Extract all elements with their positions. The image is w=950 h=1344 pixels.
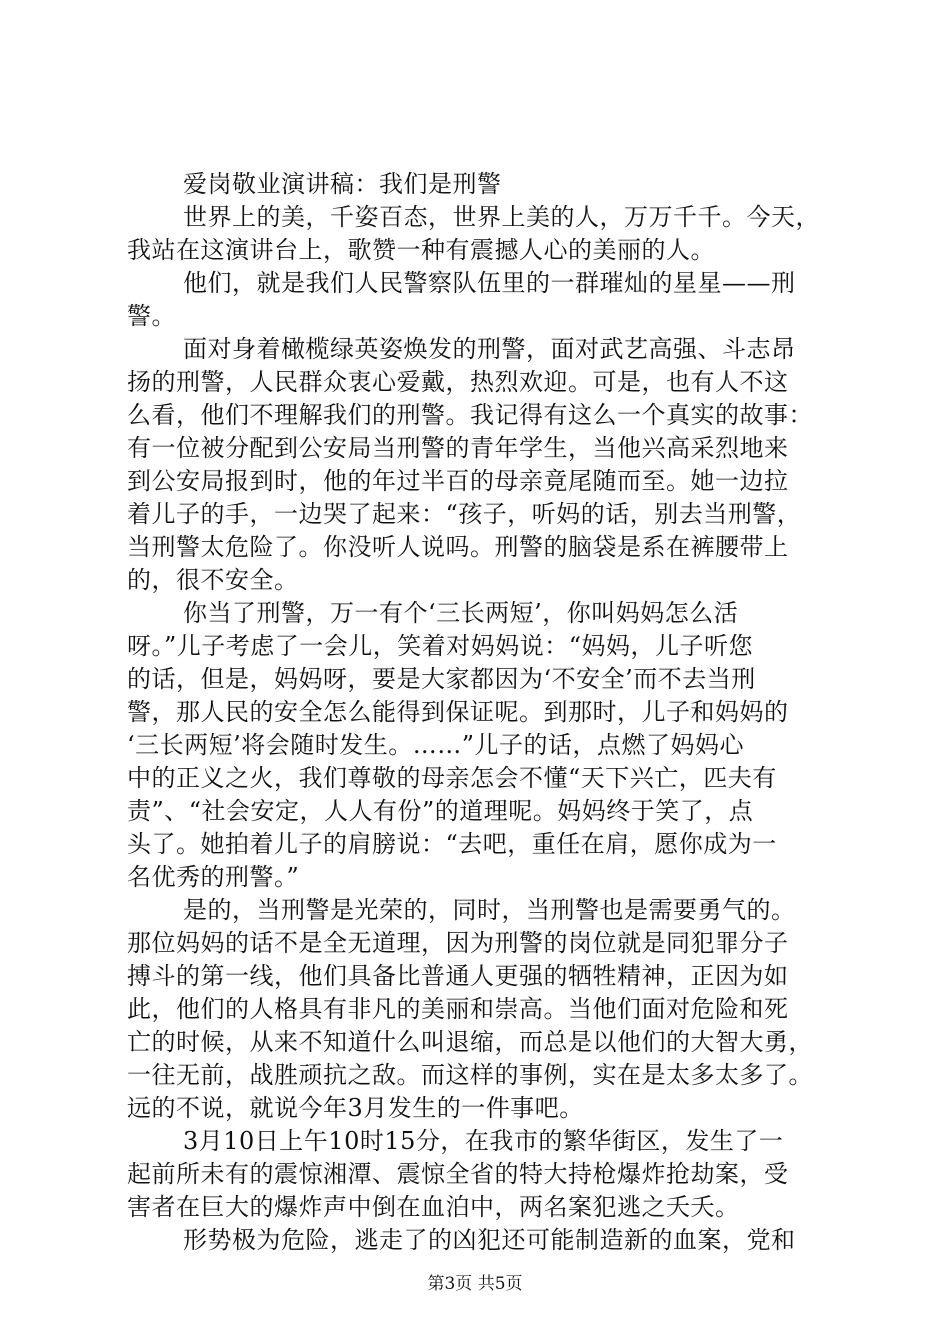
text-line: 着儿子的手，一边哭了起来：“孩子，听妈的话，别去当刑警，	[127, 500, 802, 528]
text-line: 一往无前，战胜顽抗之敌。而这样的事例，实在是太多太多了。	[127, 1061, 813, 1089]
text-line: 他们，就是我们人民警察队伍里的一群璀灿的星星——刑	[183, 269, 796, 297]
text-line: 是的，当刑警是光荣的，同时，当刑警也是需要勇气的。	[183, 896, 796, 924]
text-line: 起前所未有的震惊湘潭、震惊全省的特大持枪爆炸抢劫案，受	[127, 1160, 789, 1188]
page-number-footer: 第3页 共5页	[427, 1274, 523, 1294]
text-line: 害者在巨大的爆炸声中倒在血泊中，两名案犯逃之夭夭。	[127, 1193, 740, 1221]
text-line: 世界上的美，千姿百态，世界上美的人，万万千千。今天，	[183, 203, 820, 231]
text-line: 当刑警太危险了。你没听人说吗。刑警的脑袋是系在裤腰带上	[127, 533, 789, 561]
text-line: 警。	[127, 302, 176, 330]
document-title: 爱岗敬业演讲稿：我们是刑警	[183, 170, 502, 198]
text-line: 扬的刑警，人民群众衷心爱戴，热烈欢迎。可是，也有人不这	[127, 368, 789, 396]
text-line: 的，很不安全。	[127, 566, 299, 594]
text-line: 此，他们的人格具有非凡的美丽和崇高。当他们面对危险和死	[127, 995, 789, 1023]
text-line: 3月10日上午10时15分，在我市的繁华街区，发生了一	[183, 1127, 784, 1155]
text-line: 头了。她拍着儿子的肩膀说：“去吧，重任在肩，愿你成为一	[127, 830, 777, 858]
text-line: 的话，但是，妈妈呀，要是大家都因为‘不安全’而不去当刑	[127, 665, 756, 693]
text-line: 责”、“社会安定，人人有份”的道理呢。妈妈终于笑了，点	[127, 797, 754, 825]
text-line: 你当了刑警，万一有个‘三长两短’，你叫妈妈怎么活	[183, 599, 739, 627]
text-line: 中的正义之火，我们尊敬的母亲怎会不懂“天下兴亡，匹夫有	[127, 764, 777, 792]
text-line: 呀。”儿子考虑了一会儿，笑着对妈妈说：“妈妈，儿子听您	[127, 632, 754, 660]
text-line: 么看，他们不理解我们的刑警。我记得有这么一个真实的故事：	[127, 401, 813, 429]
text-line: 有一位被分配到公安局当刑警的青年学生，当他兴高采烈地来	[127, 434, 789, 462]
text-line: 面对身着橄榄绿英姿焕发的刑警，面对武艺高强、斗志昂	[183, 335, 796, 363]
text-line: 警，那人民的安全怎么能得到保证呢。到那时，儿子和妈妈的	[127, 698, 789, 726]
text-line: 搏斗的第一线，他们具备比普通人更强的牺牲精神，正因为如	[127, 962, 789, 990]
text-line: 我站在这演讲台上，歌赞一种有震撼人心的美丽的人。	[127, 236, 715, 264]
document-body	[127, 168, 827, 1257]
text-line: 亡的时候，从来不知道什么叫退缩，而总是以他们的大智大勇，	[127, 1028, 813, 1056]
text-line: ‘三长两短’将会随时发生。……”儿子的话，点燃了妈妈心	[127, 731, 745, 759]
text-line: 远的不说，就说今年3月发生的一件事吧。	[127, 1094, 584, 1122]
text-line: 那位妈妈的话不是全无道理，因为刑警的岗位就是同犯罪分子	[127, 929, 789, 957]
text-line: 到公安局报到时，他的年过半百的母亲竟尾随而至。她一边拉	[127, 467, 789, 495]
text-line: 名优秀的刑警。”	[127, 863, 300, 891]
text-line: 形势极为危险，逃走了的凶犯还可能制造新的血案，党和	[183, 1226, 796, 1254]
